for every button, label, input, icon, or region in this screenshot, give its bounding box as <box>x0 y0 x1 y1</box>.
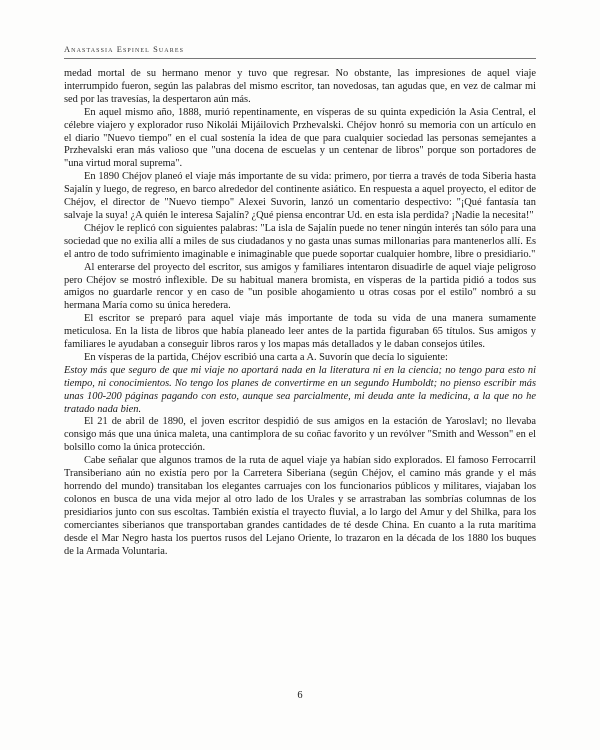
page-number: 6 <box>297 690 303 701</box>
paragraph-10: Cabe señalar que algunos tramos de la ruta de aquel viaje ya habían sido explorados. El famoso Ferrocarril Transiberiano aún no existía pero por la Carretera Siberiana (según Chéjov, el camino más grande y el más horrendo del mundo) transitaban los elegantes carruajes con los funcionarios públicos y militares, viajaban los colonos en busca de una vida mejor al otro lado de los Urales y se arrastraban las sombrías columnas de los presidiarios junto con sus escoltas. También existía el trayecto fluvial, a lo largo del Amur y del Shilka, para los comerciantes siberianos que transportaban grandes cantidades de té desde China. En cuanto a la ruta marítima desde el Mar Negro hasta los puertos rusos del Lejano Oriente, lo trazaron en la década de los 1880 los buques de la Armada Voluntaria. <box>64 455 536 557</box>
paragraph-3: En 1890 Chéjov planeó el viaje más importante de su vida: primero, por tierra a través de toda Siberia hasta Sajalín y luego, de regreso, en barco alrededor del continente asiático. En respuesta a aquel proyecto, el editor de Chéjov, el director de "Nuevo tiempo" Alexei Suvorin, lanzó un comentario despectivo: "¡Qué fantasía tan salvaje la suya! ¿A quién le interesa Sajalín? ¿Qué piensa encontrar Ud. en esta isla perdida? ¡Nadie la necesita!" <box>64 171 536 221</box>
quoted-letter: Estoy más que seguro de que mi viaje no aportará nada en la literatura ni en la ciencia; no tengo para esto ni tiempo, ni conocimientos. No tengo los planes de convertirme en un segundo Humboldt; no pienso escribir más unas 100-200 páginas pagando con esto, aunque sea parcialmente, mi deuda ante la medicina, a la que no he tratado nada bien. <box>64 364 536 415</box>
paragraph-2: En aquel mismo año, 1888, murió repentinamente, en vísperas de su quinta expedición la Asia Central, el célebre viajero y explorador ruso Nikolái Mijáilovich Przhevalski. Chéjov honró su memoria con un artículo en el diario "Nuevo tiempo" en el cual sostenía la idea de que para cualquier sociedad las personas semejantes a Przhevalski eran más valioso que "una docena de escuelas y un centenar de libros" porque son portadores de "una virtud moral suprema". <box>64 106 536 170</box>
paragraph-7: En vísperas de la partida, Chéjov escribió una carta a A. Suvorín que decía lo siguiente: <box>84 351 448 363</box>
body-text <box>64 68 536 558</box>
paragraph-5: Al enterarse del proyecto del escritor, sus amigos y familiares intentaron disuadirle de aquel viaje peligroso pero Chéjov se mostró inflexible. De su habitual manera bromista, en vísperas de la partida pidió a todos sus amigos no guardarle rencor y en caso de "un posible ahogamiento u otras cosas por el estilo" nombró a su hermana María como su única heredera. <box>64 261 536 312</box>
paragraph-6: El escritor se preparó para aquel viaje más importante de toda su vida de una manera sumamente meticulosa. En la lista de libros que había planeado leer antes de la partida figuraban 65 títulos. Sus amigos y familiares le ayudaban a conseguir libros raros y los mapas más detallados y le daban consejos útiles. <box>64 313 536 351</box>
running-header: Anastassia Espinel Suares <box>64 45 185 54</box>
header-rule <box>64 58 536 59</box>
paragraph-1: medad mortal de su hermano menor y tuvo que regresar. No obstante, las impresiones de aquel viaje interrumpido fueron, según las palabras del mismo escritor, tan novedosas, tan agudas que, en vez de calmar mi sed por las travesías, la despertaron aún más. <box>64 68 536 105</box>
paragraph-9: El 21 de abril de 1890, el joven escritor despidió de sus amigos en la estación de Yaroslavl; no llevaba consigo más que una única maleta, una cantimplora de su coñac favorito y un revólver "Smith and Wesson" en el bolsillo como la única protección. <box>64 416 536 454</box>
paragraph-4: Chéjov le replicó con siguientes palabras: "La isla de Sajalín puede no tener ningún interés tan sólo para una sociedad que no exilia allí a miles de sus ciudadanos y no gasta unas sumas millonarias para mantenerlos allí. Es el antro de todo sufrimiento imaginable e inimaginable que puede soportar cualquier hombre, libre o presidiario." <box>64 222 536 260</box>
